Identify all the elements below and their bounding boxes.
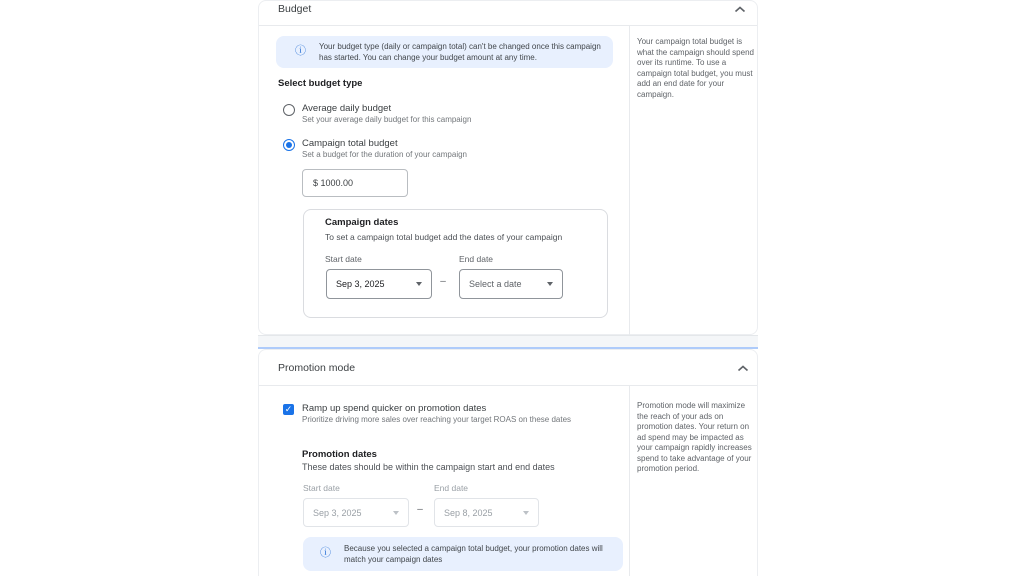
info-icon: ⓘ [320, 547, 331, 559]
budget-collapse-button[interactable] [732, 2, 748, 16]
budget-help-divider [629, 26, 630, 335]
campaign-total-budget-label[interactable]: Campaign total budget [302, 138, 398, 149]
campaign-dates-description: To set a campaign total budget add the dates of your campaign [325, 232, 563, 242]
promotion-info-banner-text: Because you selected a campaign total budget, your promotion dates will match your campaign dates [344, 544, 603, 564]
ramp-up-checkbox[interactable] [283, 404, 294, 415]
section-gap-band [258, 335, 758, 349]
promotion-info-banner [303, 537, 623, 571]
radio-selected-dot [286, 142, 292, 148]
promotion-start-date-label: Start date [303, 483, 340, 493]
select-budget-type-label: Select budget type [278, 78, 363, 89]
average-daily-budget-label[interactable]: Average daily budget [302, 103, 392, 114]
campaign-end-date-label: End date [459, 254, 494, 264]
chevron-up-icon [737, 365, 749, 372]
budget-info-banner [276, 36, 613, 68]
campaign-end-date-select[interactable] [459, 269, 563, 299]
budget-info-banner-text: Your budget type (daily or campaign total) can't be changed once this campaign has started. You can change your budget amount at any time. [319, 42, 601, 62]
promotion-help-text: Promotion mode will maximize the reach of your ads on promotion dates. Your return on ad spend may be impacted as your campaign rapidly increases spend to take advantage of your promotion period. [637, 401, 752, 473]
chevron-down-icon [416, 282, 422, 286]
chevron-down-icon [523, 511, 529, 515]
promotion-start-date-value: Sep 3, 2025 [313, 507, 362, 518]
ramp-up-label[interactable]: Ramp up spend quicker on promotion dates [302, 403, 487, 414]
campaign-start-date-label: Start date [325, 254, 362, 264]
promotion-end-date-value: Sep 8, 2025 [444, 507, 493, 518]
campaign-end-date-placeholder: Select a date [469, 279, 522, 289]
info-icon: ⓘ [295, 45, 306, 57]
promotion-collapse-button[interactable] [735, 361, 751, 375]
promotion-section-title: Promotion mode [278, 362, 356, 374]
budget-header-divider [259, 25, 757, 26]
budget-amount-input[interactable] [302, 169, 408, 197]
date-range-separator: – [417, 504, 423, 515]
date-range-separator: – [440, 276, 446, 287]
campaign-start-date-value: Sep 3, 2025 [336, 279, 385, 289]
campaign-total-budget-description: Set a budget for the duration of your campaign [302, 150, 467, 159]
campaign-start-date-select[interactable] [326, 269, 432, 299]
promotion-start-date-select [303, 498, 409, 527]
budget-help-text: Your campaign total budget is what the campaign should spend over its runtime. To use a campaign total budget, you must add an end date for your campaign. [637, 37, 754, 99]
ramp-up-description: Prioritize driving more sales over reaching your target ROAS on these dates [302, 415, 572, 424]
promotion-dates-title: Promotion dates [302, 449, 377, 460]
average-daily-budget-description: Set your average daily budget for this campaign [302, 115, 472, 124]
average-daily-budget-radio[interactable] [283, 104, 295, 116]
chevron-down-icon [393, 511, 399, 515]
budget-section-title: Budget [278, 3, 312, 15]
chevron-up-icon [734, 6, 746, 13]
campaign-dates-title: Campaign dates [325, 217, 399, 228]
campaign-total-budget-radio[interactable] [283, 139, 295, 151]
promotion-header-divider [259, 385, 757, 386]
promotion-end-date-label: End date [434, 483, 469, 493]
promotion-help-divider [629, 386, 630, 576]
budget-amount-value: $ 1000.00 [313, 178, 354, 188]
chevron-down-icon [547, 282, 553, 286]
promotion-dates-description: These dates should be within the campaign start and end dates [302, 462, 555, 472]
promotion-end-date-select [434, 498, 539, 527]
check-icon: ✓ [284, 404, 293, 414]
